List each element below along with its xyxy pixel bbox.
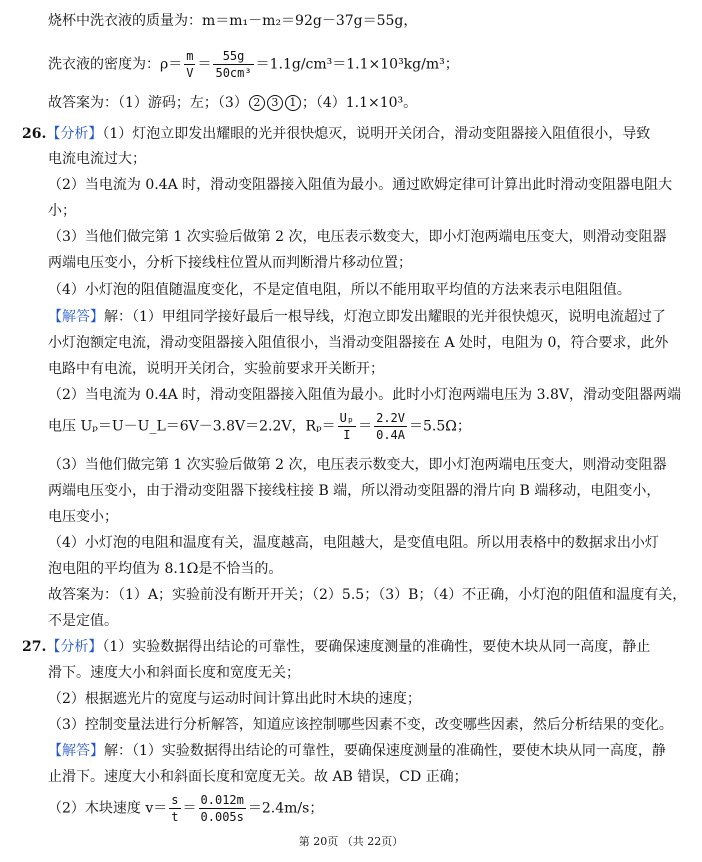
q26-s1b: 小灯泡额定电流，滑动变阻器接入阻值很小，当滑动变阻器接在 A 处时，电阻为 0，符合要求，此外 (48, 335, 669, 351)
fraction-55g-over-50cm3 (213, 48, 253, 81)
q26-s2a: （2）当电流为 0.4A 时，滑动变阻器接入阻值为最小。此时小灯泡两端电压为 3.8V，滑动变阻器两端 (48, 387, 682, 403)
q27-number: 27. (22, 639, 47, 655)
equals: ＝ (182, 800, 197, 817)
frac-num: 0.012m (200, 793, 244, 807)
q26-ans-a: 故答案为：（1）A；实验前没有断开开关；（2）5.5；（3）B；（4）不正确，小灯泡的阻值和温度有关， (48, 587, 687, 603)
frac-den: 50cm³ (215, 66, 252, 80)
q26-a3a: （3）当他们做完第 1 次实验后做第 2 次，电压表示数变大，即小灯泡两端电压变大，则滑动变阻器 (48, 229, 667, 245)
q26-s1a: 解：（1）甲组同学接好最后一根导线，灯泡立即发出耀眼的光并很快熄灭，说明电流超过了 (104, 309, 666, 325)
frac-den: I (343, 428, 351, 442)
fraction-up-over-i (338, 410, 356, 443)
frac-num: Uₚ (339, 411, 355, 425)
q26-a1b: 电流电流过大； (48, 151, 146, 167)
q26-s2b (48, 410, 471, 443)
q26-analysis-line1 (22, 125, 650, 143)
fraction-2.2v-over-0.4a (374, 410, 407, 443)
q26-a2a: （2）当电流为 0.4A 时，滑动变阻器接入阻值为最小。通过欧姆定律可计算出此时滑动变阻器电阻大 (48, 177, 673, 193)
circled-2: 2 (249, 95, 265, 111)
q27-s1b: 止滑下。速度大小和斜面长度和宽度无关。故 AB 错误，CD 正确； (48, 769, 468, 785)
q26-s4b: 泡电阻的平均值为 8.1Ω是不恰当的。 (48, 561, 283, 577)
line-mass: 烧杯中洗衣液的质量为：m＝m₁－m₂＝92g－37g＝55g， (48, 13, 418, 29)
q26-analysis-tag: 【分析】 (46, 126, 103, 142)
line-density (48, 48, 459, 81)
fraction-s-over-t (169, 792, 180, 825)
q26-s2b-suffix: ＝5.5Ω； (409, 418, 471, 435)
q26-s3a: （3）当他们做完第 1 次实验后做第 2 次，电压表示数变大，即小灯泡两端电压变大，则滑动变阻器 (48, 457, 667, 473)
q27-a1a: （1）实验数据得出结论的可靠性，要确保速度测量的准确性，要使木块从同一高度，静止 (102, 639, 651, 655)
q26-s4a: （4）小灯泡的电阻和温度有关，温度越高，电阻越大，是变值电阻。所以用表格中的数据求出小灯 (48, 535, 659, 551)
fraction-m-over-v (184, 48, 195, 81)
density-suffix: ＝1.1g/cm³＝1.1×10³kg/m³； (255, 56, 459, 73)
density-prefix: 洗衣液的密度为：ρ＝ (48, 56, 183, 73)
circled-3: 3 (267, 95, 283, 111)
q27-analysis-tag: 【分析】 (46, 639, 103, 655)
fraction-0.012m-over-0.005s (199, 792, 246, 825)
q26-number: 26. (22, 126, 47, 142)
q27-sol-line1 (48, 742, 666, 760)
q27-analysis-line1 (22, 638, 650, 656)
q27-s1a: 解：（1）实验数据得出结论的可靠性，要确保速度测量的准确性，要使木块从同一高度，静 (104, 743, 666, 759)
q27-s2 (48, 792, 323, 825)
frac-num: 55g (213, 48, 253, 65)
frac-num: 2.2V (376, 411, 406, 425)
frac-den: V (186, 66, 194, 80)
q26-sol-tag: 【解答】 (48, 309, 104, 325)
q27-s2-prefix: （2）木块速度 v＝ (48, 800, 168, 817)
q26-ans-b: 不是定值。 (48, 613, 118, 629)
frac-num: s (171, 793, 179, 807)
frac-den: 0.005s (200, 810, 244, 824)
q27-sol-tag: 【解答】 (48, 743, 104, 759)
q26-a1a: （1）灯泡立即发出耀眼的光并很快熄灭，说明开关闭合，滑动变阻器接入阻值很小，导致 (102, 126, 651, 142)
equals: ＝ (197, 56, 212, 73)
answer-prefix: 故答案为：（1）游码；左；（3） (48, 95, 248, 111)
q27-a3: （3）控制变量法进行分析解答，知道应该控制哪些因素不变，改变哪些因素，然后分析结果的变化。 (48, 717, 673, 733)
q27-a1b: 滑下。速度大小和斜面长度和宽度无关； (48, 665, 300, 681)
q27-a2: （2）根据遮光片的宽度与运动时间计算出此时木块的速度； (48, 691, 421, 707)
frac-num: m (186, 49, 194, 63)
equals: ＝ (358, 418, 373, 435)
q27-s2-suffix: ＝2.4m/s； (247, 800, 324, 817)
circled-1: 1 (285, 95, 301, 111)
line-answer-25 (48, 94, 417, 112)
q26-s3b: 两端电压变小，由于滑动变阻器下接线柱接 B 端，所以滑动变阻器的滑片向 B 端移动，电阻变小， (48, 483, 661, 499)
q26-a2b: 小； (48, 203, 76, 219)
frac-den: t (171, 810, 179, 824)
q26-a3b: 两端电压变小，分析下接线柱位置从而判断滑片移动位置； (48, 255, 412, 271)
q26-s2b-prefix: 电压 Uₚ＝U－U_L＝6V－3.8V＝2.2V，Rₚ＝ (48, 418, 336, 435)
q26-a4: （4）小灯泡的阻值随温度变化，不是定值电阻，所以不能用取平均值的方法来表示电阻阻值。 (48, 282, 631, 298)
page-footer: 第 20页 （共 22页） (298, 835, 404, 848)
q26-s1c: 电路中有电流，说明开关闭合，实验前要求开关断开； (48, 361, 384, 377)
frac-den: 0.4A (376, 428, 406, 442)
q26-sol-line1 (48, 308, 666, 326)
answer-suffix: ；（4）1.1×10³。 (301, 95, 418, 111)
q26-s3c: 电压变小； (48, 509, 118, 525)
